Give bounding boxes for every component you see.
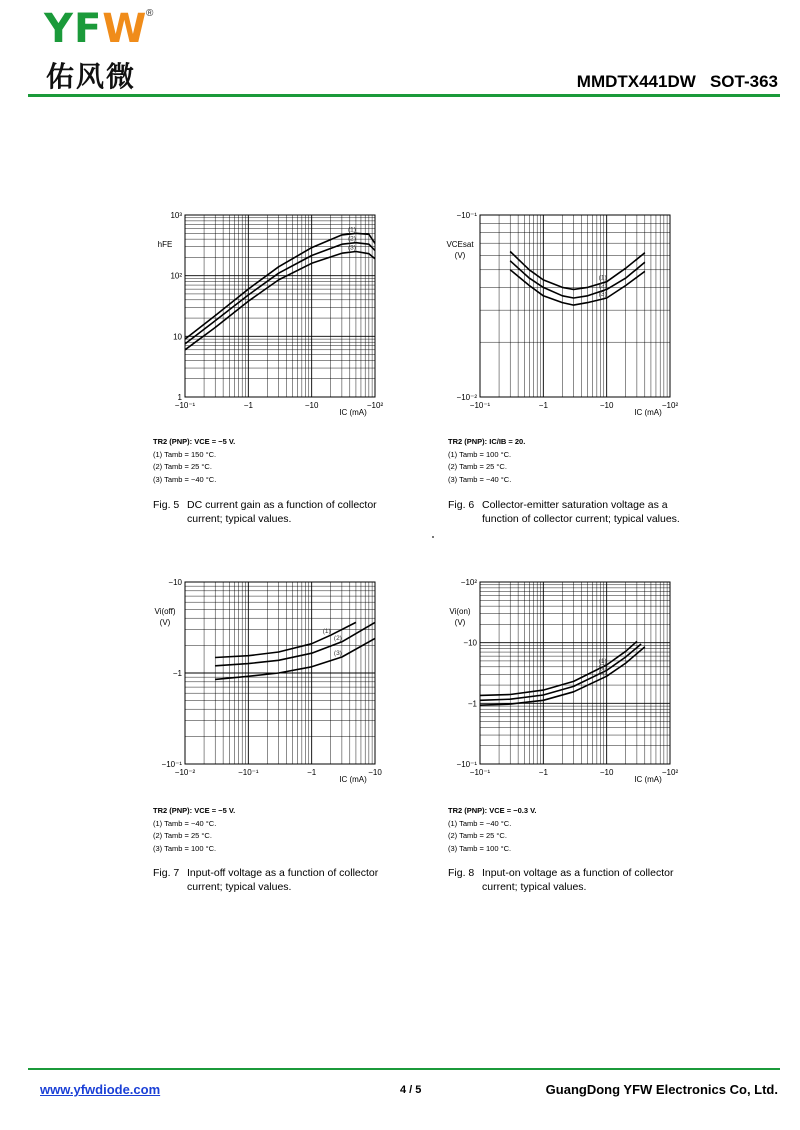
chart-fig6-vcesat bbox=[445, 200, 685, 430]
caption-fig7 bbox=[153, 866, 402, 894]
x-tick-label: −10 bbox=[368, 768, 382, 777]
y-axis-unit: (V) bbox=[454, 618, 466, 627]
x-tick-label: −10⁻² bbox=[174, 768, 196, 777]
x-axis-label: IC (mA) bbox=[339, 408, 367, 417]
y-axis-unit: (V) bbox=[454, 251, 466, 260]
condition-line: (2) Tamb = 25 °C. bbox=[448, 462, 507, 471]
caption-fig6 bbox=[448, 498, 697, 526]
figure-caption: Collector-emitter saturation voltage as a function of collector current; typical values. bbox=[482, 499, 680, 525]
x-axis-label: IC (mA) bbox=[339, 775, 367, 784]
condition-line: (1) Tamb = −40 °C. bbox=[448, 818, 512, 828]
x-axis-label: IC (mA) bbox=[634, 408, 662, 417]
y-tick-label: 10³ bbox=[170, 211, 182, 220]
x-axis-label: IC (mA) bbox=[634, 775, 662, 784]
figure-number: Fig. 5 bbox=[153, 499, 180, 511]
series-label: (3) bbox=[598, 669, 607, 677]
x-tick-label: −10⁻¹ bbox=[469, 401, 491, 410]
x-tick-label: −10² bbox=[661, 401, 679, 410]
condition-line: TR2 (PNP): VCE = −0.3 V. bbox=[448, 806, 537, 815]
series-label: (1) bbox=[598, 657, 607, 665]
x-tick-label: −10 bbox=[599, 768, 614, 777]
y-tick-label: −10² bbox=[460, 578, 477, 587]
plot-frame bbox=[480, 215, 670, 397]
condition-line: (2) Tamb = 25 °C. bbox=[448, 831, 507, 840]
series-label: (1) bbox=[347, 226, 356, 234]
figure-number: Fig. 8 bbox=[448, 867, 475, 879]
series-line bbox=[510, 252, 645, 290]
condition-line: (2) Tamb = 25 °C. bbox=[153, 831, 212, 840]
series-label: (2) bbox=[333, 634, 342, 642]
conditions-fig5 bbox=[153, 436, 235, 486]
y-axis-label: hFE bbox=[157, 240, 173, 249]
y-tick-label: 10² bbox=[170, 271, 182, 281]
series-label: (1) bbox=[598, 274, 607, 282]
x-tick-label: −10 bbox=[304, 401, 319, 410]
figure-caption: Input-on voltage as a function of collector current; typical values. bbox=[482, 867, 674, 893]
x-tick-label: −10 bbox=[599, 401, 614, 410]
logo-chinese-name: 佑风微 bbox=[46, 60, 137, 93]
figure-number: Fig. 7 bbox=[153, 867, 180, 879]
conditions-fig6 bbox=[448, 436, 525, 486]
y-tick-label: −10 bbox=[168, 578, 182, 587]
condition-line: (3) Tamb = 100 °C. bbox=[448, 843, 512, 853]
figure-number: Fig. 6 bbox=[448, 499, 475, 511]
x-tick-label: −1 bbox=[538, 401, 548, 410]
y-tick-label: −10⁻¹ bbox=[161, 760, 182, 769]
condition-line: (3) Tamb = −40 °C. bbox=[153, 474, 217, 484]
condition-line: (1) Tamb = −40 °C. bbox=[153, 818, 217, 828]
condition-line: (3) Tamb = −40 °C. bbox=[448, 474, 512, 484]
conditions-fig8 bbox=[448, 805, 537, 855]
logo-letter-f: F bbox=[73, 6, 103, 52]
series-label: (1) bbox=[322, 628, 331, 636]
stray-dot bbox=[432, 536, 434, 538]
company-name: GuangDong YFW Electronics Co, Ltd. bbox=[545, 1082, 778, 1097]
y-axis-unit: (V) bbox=[159, 618, 171, 627]
y-tick-label: −10⁻² bbox=[456, 393, 477, 402]
chart-svg bbox=[150, 200, 390, 430]
y-tick-label: 1 bbox=[177, 393, 182, 402]
part-number-title: MMDTX441DW SOT-363 bbox=[576, 72, 778, 91]
series-label: (3) bbox=[347, 244, 356, 252]
y-axis-label: Vi(on) bbox=[449, 607, 471, 616]
y-axis-label: Vi(off) bbox=[154, 607, 176, 616]
condition-line: (1) Tamb = 100 °C. bbox=[448, 449, 512, 459]
condition-line: (2) Tamb = 25 °C. bbox=[153, 462, 212, 471]
chart-svg bbox=[150, 570, 390, 800]
figure-caption: DC current gain as a function of collector current; typical values. bbox=[187, 499, 377, 525]
chart-svg bbox=[445, 200, 685, 430]
plot-frame bbox=[480, 582, 670, 764]
caption-fig5 bbox=[153, 498, 402, 526]
y-axis-label: VCEsat bbox=[446, 240, 474, 249]
conditions-fig7 bbox=[153, 805, 235, 855]
series-line bbox=[510, 261, 645, 298]
x-tick-label: −10² bbox=[366, 401, 384, 410]
y-tick-label: −10⁻¹ bbox=[456, 760, 477, 769]
series-line bbox=[480, 644, 641, 700]
chart-fig5-hfe bbox=[150, 200, 390, 430]
y-tick-label: −10⁻¹ bbox=[456, 211, 477, 220]
logo-letter-y: Y bbox=[44, 6, 74, 52]
chart-fig7-vioff bbox=[150, 570, 390, 800]
series-line bbox=[480, 641, 637, 695]
header-rule bbox=[28, 94, 780, 97]
series-label: (3) bbox=[598, 290, 607, 298]
chart-svg bbox=[445, 570, 685, 800]
series-label: (2) bbox=[598, 663, 607, 671]
series-label: (3) bbox=[333, 649, 342, 657]
x-tick-label: −10⁻¹ bbox=[238, 768, 259, 777]
condition-line: (3) Tamb = 100 °C. bbox=[153, 843, 217, 853]
y-tick-label: −10 bbox=[463, 638, 477, 648]
condition-line: TR2 (PNP): VCE = −5 V. bbox=[153, 437, 236, 446]
condition-line: TR2 (PNP): VCE = −5 V. bbox=[153, 806, 236, 815]
plot-frame bbox=[185, 215, 375, 397]
figure-caption: Input-off voltage as a function of collector current; typical values. bbox=[187, 867, 379, 893]
x-tick-label: −10² bbox=[661, 768, 679, 777]
logo-letter-w: W bbox=[102, 6, 148, 52]
y-tick-label: −1 bbox=[467, 699, 477, 709]
series-line bbox=[215, 622, 375, 665]
x-tick-label: −10⁻¹ bbox=[174, 401, 196, 410]
caption-fig8 bbox=[448, 866, 697, 894]
footer-rule bbox=[28, 1068, 780, 1070]
y-tick-label: −1 bbox=[172, 669, 182, 678]
page-number: 4 / 5 bbox=[400, 1084, 422, 1096]
series-label: (2) bbox=[347, 235, 356, 243]
condition-line: (1) Tamb = 150 °C. bbox=[153, 449, 217, 459]
x-tick-label: −1 bbox=[538, 768, 548, 777]
y-tick-label: 10 bbox=[173, 332, 182, 342]
logo-wordmark bbox=[44, 6, 147, 52]
x-tick-label: −1 bbox=[307, 768, 317, 777]
series-label: (2) bbox=[598, 282, 607, 290]
website-link[interactable]: www.yfwdiode.com bbox=[40, 1082, 161, 1097]
x-tick-label: −10⁻¹ bbox=[469, 768, 491, 777]
condition-line: TR2 (PNP): IC/IB = 20. bbox=[448, 437, 526, 446]
x-tick-label: −1 bbox=[243, 401, 253, 410]
registered-mark: ® bbox=[146, 8, 154, 19]
chart-fig8-vion bbox=[445, 570, 685, 800]
series-line bbox=[185, 233, 375, 339]
